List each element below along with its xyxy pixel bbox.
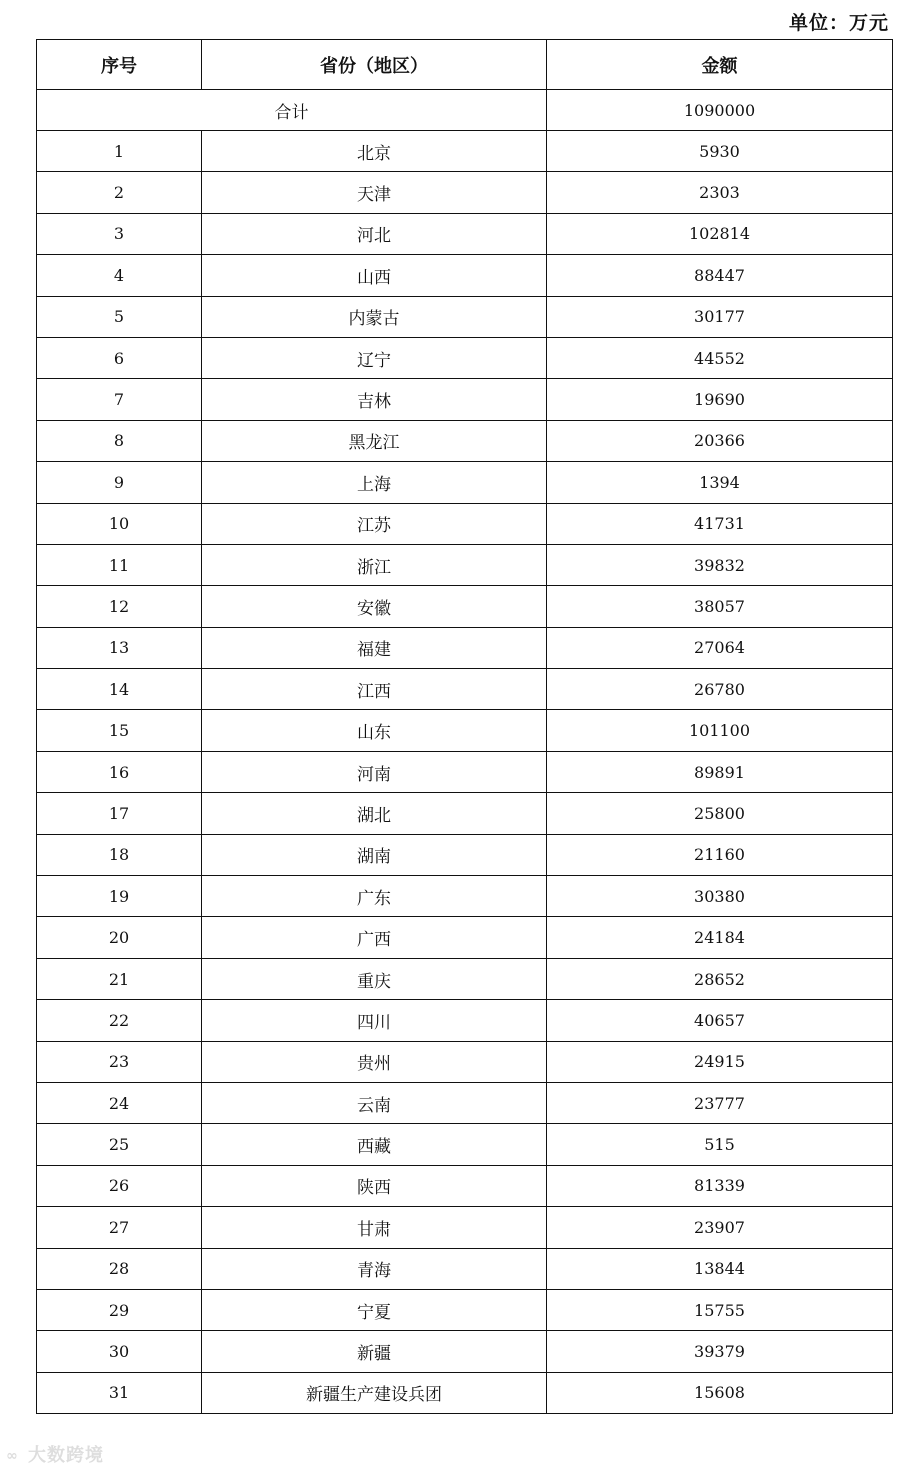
row-amount: 39379: [547, 1331, 893, 1372]
row-province: 云南: [202, 1082, 547, 1123]
row-index: 13: [37, 627, 202, 668]
row-province: 西藏: [202, 1124, 547, 1165]
table-row: [37, 751, 893, 792]
row-amount: 515: [547, 1124, 893, 1165]
row-index: 5: [37, 296, 202, 337]
table-row: [37, 958, 893, 999]
row-province: 新疆生产建设兵团: [202, 1372, 547, 1413]
row-amount: 23777: [547, 1082, 893, 1123]
row-amount: 30380: [547, 876, 893, 917]
table-row: [37, 1289, 893, 1330]
row-province: 北京: [202, 131, 547, 172]
row-province: 辽宁: [202, 337, 547, 378]
watermark-text: 大数跨境: [27, 1445, 104, 1466]
row-index: 23: [37, 1041, 202, 1082]
row-province: 山东: [202, 710, 547, 751]
table-row: [37, 172, 893, 213]
row-amount: 1394: [547, 462, 893, 503]
row-index: 22: [37, 1000, 202, 1041]
row-amount: 101100: [547, 710, 893, 751]
table-row: [37, 710, 893, 751]
row-index: 17: [37, 793, 202, 834]
row-amount: 21160: [547, 834, 893, 875]
row-index: 10: [37, 503, 202, 544]
row-amount: 81339: [547, 1165, 893, 1206]
header-row: [37, 40, 893, 90]
row-province: 广东: [202, 876, 547, 917]
table-row: [37, 917, 893, 958]
row-index: 9: [37, 462, 202, 503]
row-index: 2: [37, 172, 202, 213]
table-row: [37, 503, 893, 544]
row-province: 宁夏: [202, 1289, 547, 1330]
row-index: 31: [37, 1372, 202, 1413]
table-row: [37, 462, 893, 503]
table-row: [37, 876, 893, 917]
row-amount: 26780: [547, 669, 893, 710]
table-row: [37, 1372, 893, 1413]
table-row: [37, 1331, 893, 1372]
row-province: 贵州: [202, 1041, 547, 1082]
total-amount: 1090000: [547, 90, 893, 131]
row-amount: 27064: [547, 627, 893, 668]
table-row: [37, 255, 893, 296]
row-index: 24: [37, 1082, 202, 1123]
row-index: 28: [37, 1248, 202, 1289]
row-province: 山西: [202, 255, 547, 296]
header-amount: 金额: [547, 40, 893, 90]
row-amount: 25800: [547, 793, 893, 834]
table-row: [37, 1207, 893, 1248]
row-amount: 23907: [547, 1207, 893, 1248]
row-province: 河北: [202, 213, 547, 254]
row-amount: 13844: [547, 1248, 893, 1289]
row-amount: 28652: [547, 958, 893, 999]
row-province: 广西: [202, 917, 547, 958]
row-amount: 44552: [547, 337, 893, 378]
row-province: 吉林: [202, 379, 547, 420]
row-province: 新疆: [202, 1331, 547, 1372]
row-province: 上海: [202, 462, 547, 503]
total-row: [37, 90, 893, 131]
table-row: [37, 669, 893, 710]
row-amount: 20366: [547, 420, 893, 461]
row-province: 浙江: [202, 544, 547, 585]
row-amount: 88447: [547, 255, 893, 296]
header-province: 省份（地区）: [202, 40, 547, 90]
row-province: 青海: [202, 1248, 547, 1289]
infinity-logo-icon: ∞: [6, 1448, 19, 1464]
row-index: 15: [37, 710, 202, 751]
row-index: 1: [37, 131, 202, 172]
row-amount: 24184: [547, 917, 893, 958]
row-index: 16: [37, 751, 202, 792]
row-province: 江西: [202, 669, 547, 710]
row-index: 30: [37, 1331, 202, 1372]
row-province: 河南: [202, 751, 547, 792]
row-amount: 38057: [547, 586, 893, 627]
row-amount: 102814: [547, 213, 893, 254]
row-amount: 15755: [547, 1289, 893, 1330]
row-province: 甘肃: [202, 1207, 547, 1248]
row-index: 11: [37, 544, 202, 585]
row-province: 重庆: [202, 958, 547, 999]
row-index: 14: [37, 669, 202, 710]
row-amount: 5930: [547, 131, 893, 172]
table-row: [37, 131, 893, 172]
table-row: [37, 337, 893, 378]
row-amount: 89891: [547, 751, 893, 792]
row-index: 25: [37, 1124, 202, 1165]
row-index: 20: [37, 917, 202, 958]
row-index: 21: [37, 958, 202, 999]
table-row: [37, 793, 893, 834]
row-province: 天津: [202, 172, 547, 213]
row-province: 内蒙古: [202, 296, 547, 337]
row-province: 安徽: [202, 586, 547, 627]
row-amount: 41731: [547, 503, 893, 544]
row-index: 8: [37, 420, 202, 461]
table-row: [37, 1165, 893, 1206]
table-row: [37, 296, 893, 337]
total-label: 合计: [37, 90, 547, 131]
row-province: 湖北: [202, 793, 547, 834]
row-amount: 40657: [547, 1000, 893, 1041]
table-row: [37, 586, 893, 627]
table-row: [37, 544, 893, 585]
table-row: [37, 1000, 893, 1041]
row-index: 7: [37, 379, 202, 420]
watermark: [6, 1441, 104, 1467]
row-index: 18: [37, 834, 202, 875]
row-amount: 30177: [547, 296, 893, 337]
row-index: 4: [37, 255, 202, 296]
row-province: 陕西: [202, 1165, 547, 1206]
table-row: [37, 1248, 893, 1289]
row-amount: 15608: [547, 1372, 893, 1413]
row-amount: 24915: [547, 1041, 893, 1082]
table-row: [37, 213, 893, 254]
header-index: 序号: [37, 40, 202, 90]
unit-label: 单位：万元: [788, 12, 889, 34]
table-row: [37, 627, 893, 668]
row-index: 27: [37, 1207, 202, 1248]
row-index: 29: [37, 1289, 202, 1330]
row-province: 湖南: [202, 834, 547, 875]
table-row: [37, 1124, 893, 1165]
row-province: 黑龙江: [202, 420, 547, 461]
row-amount: 19690: [547, 379, 893, 420]
row-index: 26: [37, 1165, 202, 1206]
table-row: [37, 379, 893, 420]
row-index: 6: [37, 337, 202, 378]
row-province: 四川: [202, 1000, 547, 1041]
row-province: 福建: [202, 627, 547, 668]
table-row: [37, 1082, 893, 1123]
row-index: 19: [37, 876, 202, 917]
row-index: 12: [37, 586, 202, 627]
allocation-table: [36, 39, 893, 1414]
table-row: [37, 420, 893, 461]
row-amount: 2303: [547, 172, 893, 213]
table-row: [37, 1041, 893, 1082]
row-index: 3: [37, 213, 202, 254]
row-amount: 39832: [547, 544, 893, 585]
row-province: 江苏: [202, 503, 547, 544]
table-row: [37, 834, 893, 875]
